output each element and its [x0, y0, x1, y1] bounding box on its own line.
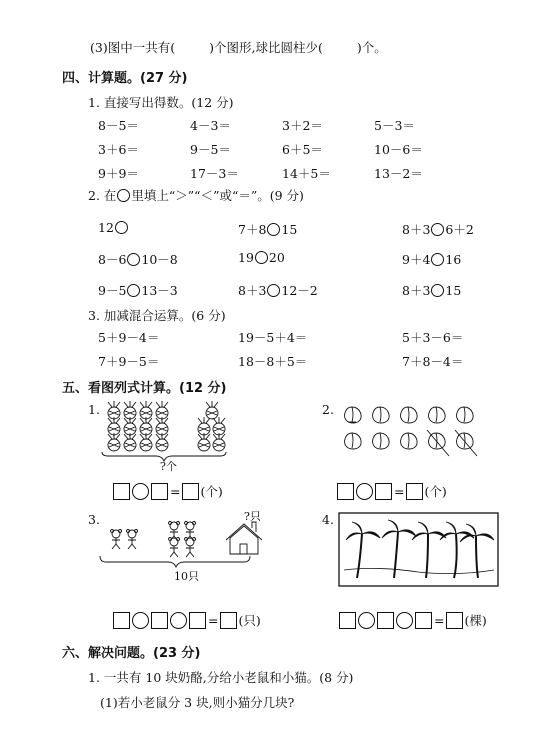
mixed-item: 7＋8－4＝ [402, 354, 464, 369]
mixed-item: 18－8＋5＝ [238, 354, 308, 369]
answer-box[interactable] [415, 612, 432, 629]
mixed-item: 5＋3－6＝ [402, 330, 464, 345]
unit-label: (棵) [464, 613, 487, 628]
unit-label: (个) [424, 484, 447, 499]
answer-box[interactable] [337, 483, 354, 500]
compare-item [402, 220, 474, 238]
compare-item [98, 281, 178, 299]
arith-item: 5－3＝ [374, 118, 415, 133]
answer-box[interactable] [113, 612, 130, 629]
compare-item [402, 250, 461, 268]
answer-box[interactable] [377, 612, 394, 629]
pic-1-number: 1. [88, 402, 100, 417]
arith-item: 8－5＝ [98, 118, 139, 133]
house-icon [226, 522, 262, 554]
monkeys-illustration [96, 516, 276, 576]
unit-label: (只) [238, 613, 261, 628]
compare-left: 8＋3 [402, 222, 431, 237]
arith-item: 14＋5＝ [282, 166, 331, 181]
answer-box[interactable] [113, 483, 130, 500]
arith-item: 17－3＝ [190, 166, 239, 181]
compare-right: 15 [445, 283, 462, 298]
compare-circle[interactable] [127, 284, 140, 297]
operator-circle[interactable] [132, 483, 149, 500]
compare-right: 13－3 [141, 283, 178, 298]
compare-circle[interactable] [255, 251, 268, 264]
pic-2-number: 2. [322, 402, 334, 417]
answer-box[interactable] [151, 612, 168, 629]
compare-left: 7＋8 [238, 222, 267, 237]
q3-suffix: )个。 [356, 40, 387, 55]
pic-1-answer-row: = (个) [112, 482, 223, 500]
problem-1-sub: (1)若小老鼠分 3 块,则小猫分几块? [100, 695, 295, 710]
compare-left: 9－5 [98, 283, 127, 298]
compare-right: 16 [445, 252, 462, 267]
pineapple-group-left [108, 401, 168, 451]
q3-prefix: (3)图中一共有( [90, 40, 176, 55]
part-2-title-b: 里填上“＞”“＜”或“＝”。(9 分) [131, 188, 304, 203]
answer-box[interactable] [339, 612, 356, 629]
compare-circle[interactable] [127, 253, 140, 266]
compare-left: 9＋4 [402, 252, 431, 267]
mixed-item: 5＋9－4＝ [98, 330, 160, 345]
compare-circle[interactable] [431, 253, 444, 266]
peaches-illustration [335, 400, 485, 460]
part-1-title: 1. 直接写出得数。(12 分) [88, 95, 234, 110]
compare-right: 15 [281, 222, 298, 237]
compare-item [98, 220, 129, 235]
compare-right: 6＋2 [445, 222, 474, 237]
part-2-title-a: 2. 在 [88, 188, 117, 203]
answer-box[interactable] [189, 612, 206, 629]
answer-box[interactable] [182, 483, 199, 500]
operator-circle[interactable] [358, 612, 375, 629]
q3-mid: )个图形,球比圆柱少( [209, 40, 323, 55]
pic-1-question: ?个 [160, 460, 177, 473]
compare-right: 12－2 [281, 283, 318, 298]
arith-item: 13－2＝ [374, 166, 423, 181]
unit-label: (个) [200, 484, 223, 499]
compare-left: 19 [238, 250, 254, 265]
pic-4-number: 4. [322, 512, 334, 527]
arith-item: 6＋5＝ [282, 142, 323, 157]
compare-left: 8＋3 [238, 283, 267, 298]
arith-item: 9－5＝ [190, 142, 231, 157]
compare-item [402, 281, 461, 299]
pic-4-answer-row: = (棵) [338, 611, 487, 629]
answer-box[interactable] [375, 483, 392, 500]
trees-illustration [338, 512, 500, 588]
compare-circle[interactable] [115, 221, 128, 234]
compare-right: 20 [268, 250, 285, 265]
pic-3-answer-row: = (只) [112, 611, 261, 629]
pic-3-number: 3. [88, 512, 100, 527]
mixed-item: 7＋9－5＝ [98, 354, 160, 369]
pic-3-total: 10只 [174, 570, 199, 583]
compare-left: 8－6 [98, 252, 127, 267]
compare-left: 8＋3 [402, 283, 431, 298]
arith-item: 3＋2＝ [282, 118, 323, 133]
part-3-title: 3. 加减混合运算。(6 分) [88, 308, 226, 323]
arith-item: 10－6＝ [374, 142, 423, 157]
operator-circle[interactable] [170, 612, 187, 629]
pic-3-question: ?只 [244, 510, 261, 523]
answer-box[interactable] [446, 612, 463, 629]
arith-item: 4－3＝ [190, 118, 231, 133]
compare-item [238, 250, 285, 265]
operator-circle[interactable] [356, 483, 373, 500]
operator-circle[interactable] [132, 612, 149, 629]
arith-item: 3＋6＝ [98, 142, 139, 157]
answer-box[interactable] [220, 612, 237, 629]
problem-1-text: 1. 一共有 10 块奶酪,分给小老鼠和小猫。(8 分) [88, 670, 354, 685]
compare-right: 10－8 [141, 252, 178, 267]
compare-left: 12 [98, 220, 114, 235]
compare-item [238, 220, 297, 238]
compare-circle[interactable] [267, 284, 280, 297]
operator-circle[interactable] [396, 612, 413, 629]
mixed-item: 19－5＋4＝ [238, 330, 308, 345]
arith-item: 9＋9＝ [98, 166, 139, 181]
compare-circle[interactable] [431, 223, 444, 236]
compare-item [238, 281, 318, 299]
answer-box[interactable] [406, 483, 423, 500]
circle-icon [117, 189, 130, 202]
brace-icon [100, 556, 250, 567]
section-5-title: 五、看图列式计算。(12 分) [62, 381, 227, 396]
pineapple-group-right [198, 401, 225, 451]
section-6-title: 六、解决问题。(23 分) [62, 646, 201, 661]
compare-item [98, 250, 178, 268]
compare-circle[interactable] [431, 284, 444, 297]
part-2-title [88, 186, 304, 204]
answer-box[interactable] [151, 483, 168, 500]
question-3-line [90, 38, 387, 56]
compare-circle[interactable] [267, 223, 280, 236]
section-4-title: 四、计算题。(27 分) [62, 71, 188, 86]
pic-2-answer-row: = (个) [336, 482, 447, 500]
